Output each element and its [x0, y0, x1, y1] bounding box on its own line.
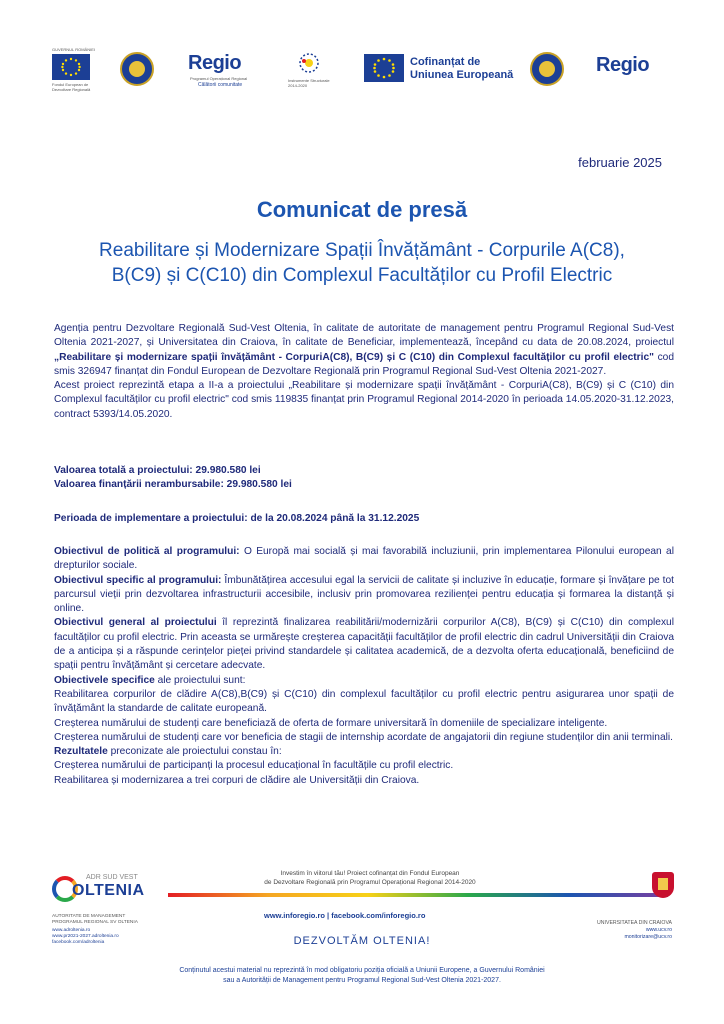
- regio-logo: [188, 52, 241, 75]
- policy-label: Obiectivul de politică al programului:: [54, 546, 240, 557]
- specific-objective-item: Creșterea numărului de studenți care beneficiază de oferta de formare universitară în domeniile de specializare inteligente.: [54, 717, 608, 729]
- period-section: [54, 512, 674, 526]
- result-item: Reabilitarea și modernizarea a trei corpuri de clădire ale Universității din Craiova.: [54, 774, 420, 786]
- university-crest-icon: [652, 872, 674, 898]
- am-link2[interactable]: www.pr2021-2027.adroltenia.ro: [52, 934, 119, 939]
- results-heading: [54, 745, 674, 759]
- general-text: îl reprezintă finalizarea reabilitării/modernizării corpurilor A(C8), B(C9) și C(C10) din complexul facultăților cu profil electric. Prin aceasta se urmărește creșterea capacității facultăților de profil electric din cadrul Universității din Craiova de a anticipa și a răspunde cerințelor pieței privind standardele și calitatea academică, de a dezvolta oferta educațională, beneficiind de spații pentru învățământ și cercetare adecvate.: [54, 617, 674, 672]
- eu-flag-icon-2: [364, 54, 404, 82]
- general-objective: [54, 616, 674, 673]
- footer-tagline-2: de Dezvoltare Regională prin Programul Operațional Regional 2014-2020: [264, 879, 476, 886]
- am-link3[interactable]: facebook.com/adroltenia: [52, 940, 105, 945]
- intro-p1-bold: „Reabilitare și modernizare spații învățământ - CorpuriA(C8), B(C9) și C (C10) din Complexul facultăților cu profil electric": [54, 351, 654, 363]
- specifics-text: ale proiectului sunt:: [154, 674, 246, 686]
- regio2-name: Regio: [596, 54, 650, 76]
- specific-objective: [54, 574, 674, 617]
- specifics-label: Obiectivele specifice: [54, 674, 155, 686]
- specific-label: Obiectivul specific al programului:: [54, 574, 222, 586]
- disclaimer: [0, 966, 724, 986]
- regio-tagline1: Programul Operațional Regional: [190, 76, 248, 81]
- am-line2: PROGRAMUL REGIONAL SV OLTENIA: [52, 920, 138, 925]
- project-subtitle: [40, 238, 684, 288]
- rainbow-divider: [168, 893, 668, 897]
- specific-objective-item: Reabilitarea corpurilor de clădire A(C8),B(C9) și C(C10) din complexul facultăților cu profil electric pentru asigurarea unor spații de învățământ la standarde de calitate europeană.: [54, 688, 674, 715]
- implementation-period: Perioada de implementare a proiectului: de la 20.08.2024 până la 31.12.2025: [54, 513, 420, 524]
- regio-logo-2: [596, 54, 649, 77]
- adr-label: ADR SUD VEST: [86, 874, 138, 881]
- gov-label: GUVERNUL ROMÂNIEI: [52, 47, 95, 52]
- footer-tagline-1: Investim în viitorul tău! Proiect cofinanțat din Fondul European: [280, 870, 460, 877]
- regio-tagline2: Călătorii comunitate: [198, 82, 243, 88]
- univ-website[interactable]: www.ucv.ro: [645, 927, 672, 933]
- intro-p1-pre: Agenția pentru Dezvoltare Regională Sud-Vest Oltenia, în calitate de autoritate de management pentru Programul Regional Sud-Vest Oltenia 2021-2027, și Universitatea din Craiova, în calitate de Beneficiar, implementează, începând cu data de 20.08.2024, proiectul: [54, 323, 674, 349]
- footer-tagline: [220, 869, 520, 887]
- footer-links[interactable]: www.inforegio.ro | facebook.com/inforegio.ro: [264, 911, 426, 920]
- cofin-line2: Uniunea Europeană: [410, 69, 514, 81]
- eu-flag-icon: [52, 54, 90, 80]
- values-section: [54, 464, 674, 493]
- univ-email[interactable]: monitorizare@ucv.ro: [624, 934, 672, 940]
- intro-paragraph-1: [54, 322, 674, 379]
- nonrefund-value: Valoarea finanțării nerambursabile: 29.980.580 lei: [54, 479, 292, 491]
- romania-seal-icon: [120, 52, 154, 86]
- romania-seal-icon-2: [530, 52, 564, 86]
- cofin-text: [410, 56, 513, 82]
- specific-objective-item: Creșterea numărului de studenți care vor beneficia de stagii de internship acordate de angajatorii din regiune studenților din anii terminali.: [54, 731, 673, 743]
- disclaimer-line1: Conținutul acestui material nu reprezintă în mod obligatoriu poziția oficială a Uniunii Europene, a Guvernului României: [179, 967, 545, 974]
- total-value: Valoarea totală a proiectului: 29.980.580 lei: [54, 465, 261, 476]
- am-line1: AUTORITATE DE MANAGEMENT: [52, 914, 126, 919]
- specific-text: Îmbunătățirea accesului egal la servicii de calitate și incluzive în educație, formare și învățare pe tot parcursul vieții prin dezvoltarea infrastructurii accesibile, inclusiv prin promovarea rezilienței pentru educația și formarea la distanță și online.: [54, 574, 674, 615]
- dezvoltam-slogan: DEZVOLTĂM OLTENIA!: [293, 935, 431, 947]
- policy-objective: [54, 545, 674, 574]
- regio-name: Regio: [188, 52, 242, 74]
- intro-section: [54, 322, 674, 422]
- am-link1[interactable]: www.adroltenia.ro: [52, 928, 91, 933]
- results-text: preconizate ale proiectului constau în:: [107, 746, 282, 758]
- subtitle-line2: B(C9) și C(C10) din Complexul Facultăților cu Profil Electric: [111, 265, 613, 286]
- publication-date: februarie 2025: [578, 155, 662, 170]
- results-label: Rezultatele: [54, 746, 108, 758]
- page-title: Comunicat de presă: [256, 197, 468, 222]
- cofin-line1: Cofinanțat de: [410, 56, 481, 68]
- objectives-section: [54, 545, 674, 788]
- intro-paragraph-2: Acest proiect reprezintă etapa a II-a a proiectului „Reabilitare și modernizare spații învățământ - CorpuriA(C8), B(C9) și C (C10) din Complexul facultăților cu profil electric" cod smis 119835 finanțat prin Programul Regional 2014-2020 în perioada 14.05.2020-31.12.2023, contract 5393/14.05.2020.: [54, 380, 674, 420]
- univ-name: UNIVERSITATEA DIN CRAIOVA: [597, 920, 672, 926]
- ps-label: Instrumente Structurale 2014-2020: [288, 78, 330, 88]
- policy-text: O Europă mai socială și mai favorabilă incluziunii, prin implementarea Pilonului european al drepturilor sociale.: [54, 546, 674, 572]
- structural-instruments-icon: [294, 52, 324, 74]
- logo1-caption: Fondul European de Dezvoltare Regională: [52, 82, 91, 92]
- specific-objectives-heading: [54, 674, 674, 688]
- general-label: Obiectivul general al proiectului: [54, 617, 217, 629]
- disclaimer-line2: sau a Autorității de Management pentru Programul Regional Sud-Vest Oltenia 2021-2027.: [223, 977, 501, 984]
- oltenia-label: OLTENIA: [72, 882, 145, 899]
- intro-p1-post: cod smis 326947 finanțat din Fondul European de Dezvoltare Regională prin Programul Regional Sud-Vest Oltenia 2021-2027.: [54, 351, 674, 377]
- subtitle-line1: Reabilitare și Modernizare Spații Învățământ - Corpurile A(C8),: [99, 240, 625, 261]
- result-item: Creșterea numărului de participanți la procesul educațional în facultățile cu profil electric.: [54, 760, 454, 772]
